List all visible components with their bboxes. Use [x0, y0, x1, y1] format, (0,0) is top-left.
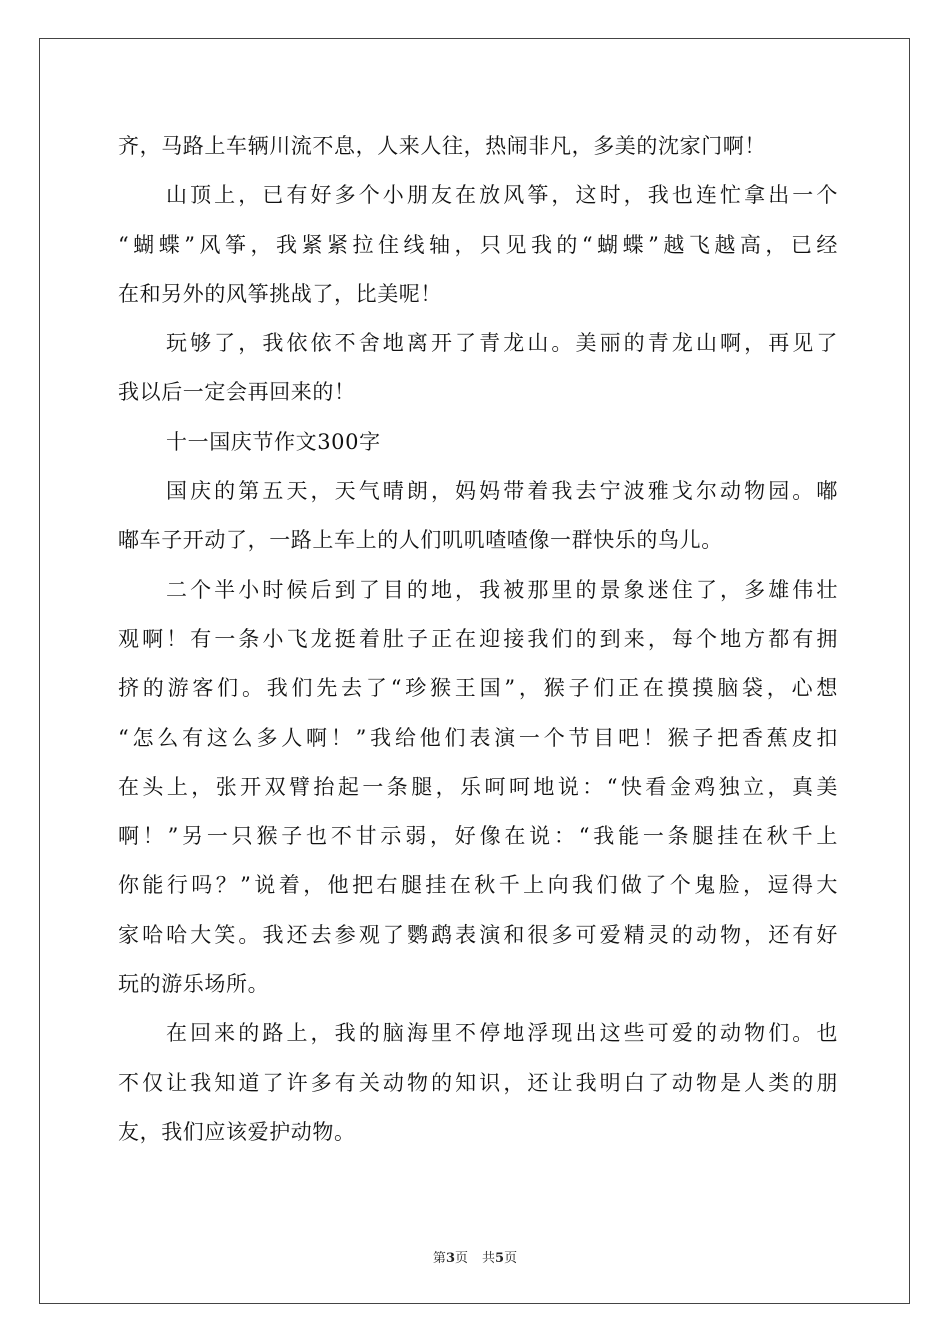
text-line: 不仅让我知道了许多有关动物的知识，还让我明白了动物是人类的朋 — [118, 1070, 838, 1095]
text-line: 在回来的路上，我的脑海里不停地浮现出这些可爱的动物们。也 — [166, 1021, 838, 1046]
text-line: 玩的游乐场所。 — [118, 972, 270, 997]
text-line: “怎么有这么多人啊！”我给他们表演一个节目吧！猴子把香蕉皮扣 — [118, 725, 838, 750]
text-line: 我以后一定会再回来的！ — [118, 380, 356, 405]
text-line: 挤的游客们。我们先去了“珍猴王国”，猴子们正在摸摸脑袋，心想 — [118, 676, 838, 701]
page-footer — [0, 1247, 950, 1266]
page-number: 第3页 — [432, 1251, 468, 1266]
text-line: 友，我们应该爱护动物。 — [118, 1119, 356, 1144]
text-line: 家哈哈大笑。我还去参观了鹦鹉表演和很多可爱精灵的动物，还有好 — [118, 922, 838, 947]
document-body — [118, 122, 838, 1157]
text-line: 山顶上，已有好多个小朋友在放风筝，这时，我也连忙拿出一个 — [166, 183, 838, 208]
text-line: 在和另外的风筝挑战了，比美呢！ — [118, 281, 442, 306]
text-line: 国庆的第五天，天气晴朗，妈妈带着我去宁波雅戈尔动物园。嘟 — [166, 479, 838, 504]
text-line: 在头上，张开双臂抬起一条腿，乐呵呵地说：“快看金鸡独立，真美 — [118, 774, 838, 799]
text-line: “蝴蝶”风筝，我紧紧拉住线轴，只见我的“蝴蝶”越飞越高，已经 — [118, 232, 838, 257]
text-line: 嘟车子开动了，一路上车上的人们叽叽喳喳像一群快乐的鸟儿。 — [118, 528, 723, 553]
text-line: 齐，马路上车辆川流不息，人来人往，热闹非凡，多美的沈家门啊！ — [118, 134, 766, 158]
text-line: 你能行吗？”说着，他把右腿挂在秋千上向我们做了个鬼脸，逗得大 — [118, 873, 838, 898]
text-line: 观啊！有一条小飞龙挺着肚子正在迎接我们的到来，每个地方都有拥 — [118, 626, 838, 651]
text-line: 二个半小时候后到了目的地，我被那里的景象迷住了，多雄伟壮 — [166, 577, 838, 602]
text-line: 玩够了，我依依不舍地离开了青龙山。美丽的青龙山啊，再见了 — [166, 331, 838, 356]
text-line: 啊！”另一只猴子也不甘示弱，好像在说：“我能一条腿挂在秋千上 — [118, 824, 838, 849]
text-line: 十一国庆节作文300字 — [166, 429, 381, 454]
page-total: 共5页 — [482, 1251, 518, 1266]
